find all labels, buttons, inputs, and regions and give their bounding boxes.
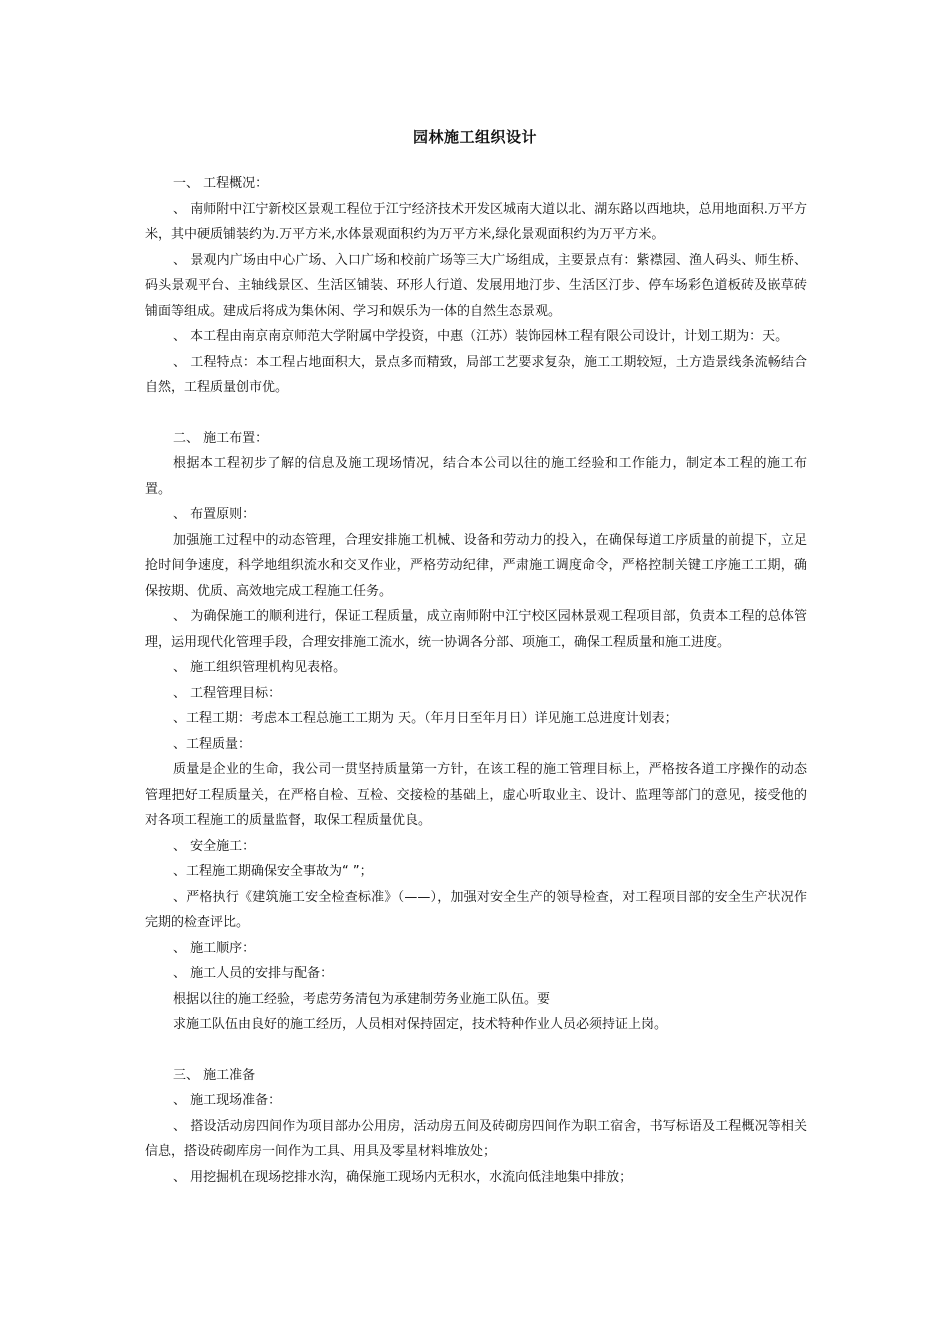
- paragraph: 、严格执行《建筑施工安全检查标准》（——），加强对安全生产的领导检查，对工程项目部的安全生产状况作完期的检查评比。: [145, 889, 807, 930]
- paragraph: 、 施工现场准备：: [173, 1093, 282, 1108]
- paragraph: 、 本工程由南京南京师范大学附属中学投资，中惠（江苏）装饰园林工程有限公司设计，计划工期为：天。: [173, 329, 789, 344]
- section-spacer: [145, 1038, 807, 1063]
- paragraph: 、 用挖掘机在现场挖排水沟，确保施工现场内无积水，水流向低洼地集中排放；: [173, 1169, 633, 1185]
- paragraph: 质量是企业的生命，我公司一贯坚持质量第一方针，在该工程的施工管理目标上，严格按各道工序操作的动态管理把好工程质量关，在严格自检、互检、交接检的基础上，虚心听取业主、设计、监理等部门的意见，接受他的对各项工程施工的质量监督，取保工程质量优良。: [145, 762, 807, 828]
- paragraph: 、 工程特点：本工程占地面积大，景点多而精致，局部工艺要求复杂，施工工期较短，土方造景线条流畅结合自然，工程质量创市优。: [145, 354, 807, 395]
- paragraph: 、 为确保施工的顺利进行，保证工程质量，成立南师附中江宁校区园林景观工程项目部，负责本工程的总体管理，运用现代化管理手段，合理安排施工流水，统一协调各分部、项施工，确保工程质量和施工进度。: [145, 609, 807, 650]
- paragraph: 加强施工过程中的动态管理，合理安排施工机械、设备和劳动力的投入，在确保每道工序质量的前提下，立足抢时间争速度，科学地组织流水和交叉作业，严格劳动纪律，严肃施工调度命令，严格控制关键工序施工工期，确保按期、优质、高效地完成工程施工任务。: [145, 532, 807, 599]
- paragraph: 、 工程管理目标：: [173, 685, 282, 701]
- paragraph: 根据以往的施工经验，考虑劳务清包为承建制劳务业施工队伍。要: [173, 991, 551, 1007]
- paragraph: 、 景观内广场由中心广场、入口广场和校前广场等三大广场组成，主要景点有：紫襟园、渔人码头、师生桥、码头景观平台、主轴线景区、生活区铺装、环形人行道、发展用地汀步、生活区汀步、停车场彩色道板砖及嵌草砖铺面等组成。建成后将成为集休闲、学习和娱乐为一体的自然生态景观。: [145, 252, 807, 319]
- document-title: 园林施工组织设计: [412, 128, 537, 146]
- paragraph: 求施工队伍由良好的施工经历，人员相对保持固定，技术特种作业人员必须持证上岗。: [173, 1017, 668, 1032]
- paragraph: 、 布置原则：: [173, 507, 256, 522]
- section-heading: 三、 施工准备: [173, 1067, 256, 1083]
- paragraph: 、工程施工期确保安全事故为“ ”；: [173, 864, 373, 879]
- paragraph: 、 南师附中江宁新校区景观工程位于江宁经济技术开发区城南大道以北、湖东路以西地块，总用地面积.万平方米，其中硬质铺装约为.万平方米,水体景观面积约为万平方米,绿化景观面积约为万平方米。: [145, 201, 807, 242]
- document-body: [145, 171, 807, 1190]
- section-heading: 一、 工程概况：: [173, 176, 269, 191]
- section-spacer: [145, 401, 807, 426]
- paragraph: 、 施工人员的安排与配备：: [173, 966, 334, 981]
- paragraph: 根据本工程初步了解的信息及施工现场情况，结合本公司以往的施工经验和工作能力，制定本工程的施工布置。: [145, 456, 807, 497]
- paragraph: 、 施工顺序：: [173, 940, 256, 956]
- paragraph: 、 施工组织管理机构见表格。: [173, 660, 347, 675]
- paragraph: 、 安全施工：: [173, 838, 256, 854]
- section-heading: 二、 施工布置：: [173, 430, 269, 446]
- paragraph: 、 搭设活动房四间作为项目部办公用房，活动房五间及砖砌房四间作为职工宿舍，书写标语及工程概况等相关信息，搭设砖砌库房一间作为工具、用具及零星材料堆放处；: [145, 1118, 807, 1159]
- paragraph: 、工程质量：: [173, 736, 252, 752]
- paragraph: 、工程工期：考虑本工程总施工工期为 天。（年月日至年月日）详见施工总进度计划表；: [173, 711, 678, 726]
